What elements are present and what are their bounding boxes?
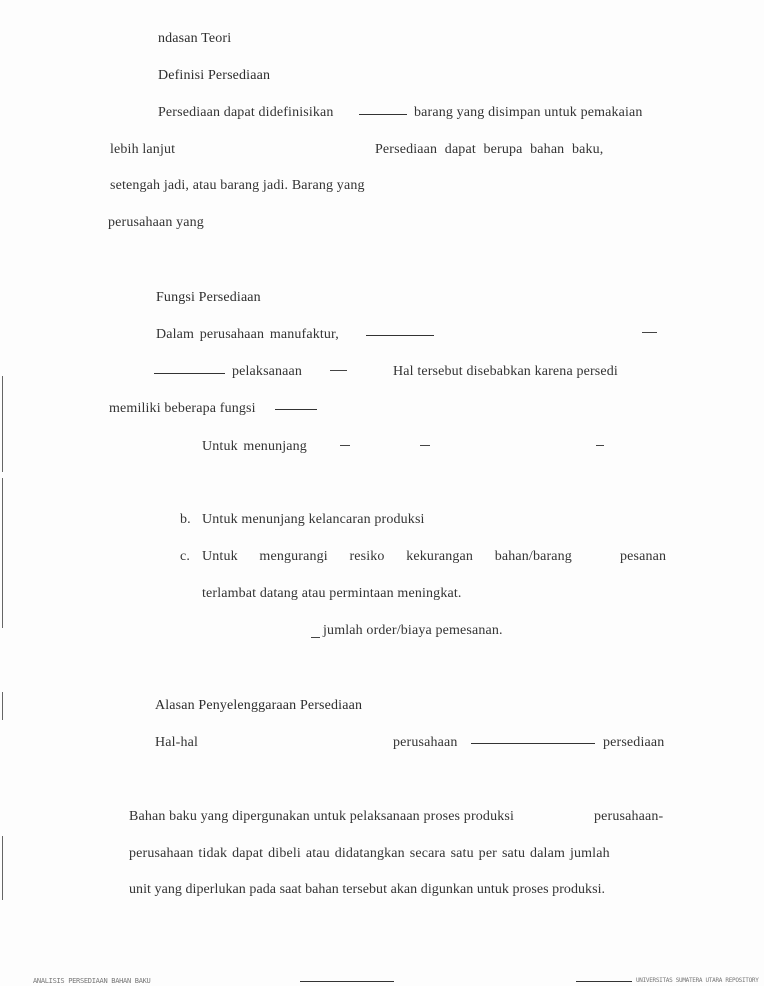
text-line: Bahan baku yang dipergunakan untuk pelaksanaan proses produksi: [129, 809, 515, 824]
text-line: Persediaan dapat didefinisikan: [158, 105, 334, 120]
redacted-blank: [471, 743, 595, 744]
scan-margin-mark: [2, 836, 3, 900]
text-line: Hal tersebut disebabkan karena persedi: [393, 364, 618, 379]
text-line: perusahaan yang: [108, 215, 204, 230]
scan-margin-mark: [2, 376, 3, 472]
redacted-dash: [420, 445, 430, 446]
list-marker-b: b.: [180, 512, 191, 527]
text-line: Hal-hal: [155, 735, 199, 750]
text-line: Dalam perusahaan manufaktur,: [156, 327, 339, 342]
redacted-dash: [330, 370, 347, 371]
footer-rule: [300, 981, 394, 982]
word: kekurangan: [406, 549, 474, 564]
section-title-alasan: Alasan Penyelenggaraan Persediaan: [155, 698, 363, 713]
text-line: setengah jadi, atau barang jadi. Barang yang: [110, 178, 365, 193]
word: bahan/barang: [494, 549, 572, 564]
scan-margin-mark: [2, 692, 3, 720]
redacted-dash: [642, 332, 657, 333]
list-item-c: [202, 548, 572, 566]
word: mengurangi: [259, 549, 328, 564]
footer-right: UNIVERSITAS SUMATERA UTARA REPOSITORY: [636, 977, 759, 984]
section-title-definisi: Definisi Persediaan: [158, 68, 271, 83]
footer-rule: [576, 981, 632, 982]
list-item-b: Untuk menunjang kelancaran produksi: [202, 512, 425, 527]
text-line: memiliki beberapa fungsi: [109, 401, 256, 416]
list-item-a: Untuk menunjang: [202, 439, 307, 454]
list-item-d: jumlah order/biaya pemesanan.: [323, 623, 503, 638]
word: Untuk: [202, 549, 238, 564]
text-line: terlambat datang atau permintaan meningkat.: [202, 586, 462, 601]
redacted-dash: [340, 445, 350, 446]
section-title-fungsi: Fungsi Persediaan: [156, 290, 261, 305]
redacted-blank: [154, 373, 225, 374]
scan-margin-mark: [2, 478, 3, 628]
text-line: Persediaan dapat berupa bahan baku,: [375, 142, 604, 157]
footer-left: ANALISIS PERSEDIAAN BAHAN BAKU: [33, 977, 151, 985]
text-line: pesanan: [620, 549, 667, 564]
redacted-blank: [275, 409, 317, 410]
text-line: barang yang disimpan untuk pemakaian: [414, 105, 643, 120]
text-line: perusahaan: [393, 735, 458, 750]
text-line: persediaan: [603, 735, 665, 750]
chapter-heading: ndasan Teori: [158, 31, 232, 46]
text-line: lebih lanjut: [110, 142, 176, 157]
text-line: perusahaan-: [594, 809, 664, 824]
redacted-dash: [596, 445, 604, 446]
word: resiko: [349, 549, 385, 564]
text-line: pelaksanaan: [232, 364, 303, 379]
text-line: perusahaan tidak dapat dibeli atau didatangkan secara satu per satu dalam jumlah: [129, 846, 610, 861]
text-line: unit yang diperlukan pada saat bahan tersebut akan digunkan untuk proses produksi.: [129, 882, 606, 897]
redacted-dash: [311, 637, 320, 638]
redacted-blank: [359, 114, 407, 115]
list-marker-c: c.: [180, 549, 191, 564]
redacted-blank: [366, 335, 434, 336]
